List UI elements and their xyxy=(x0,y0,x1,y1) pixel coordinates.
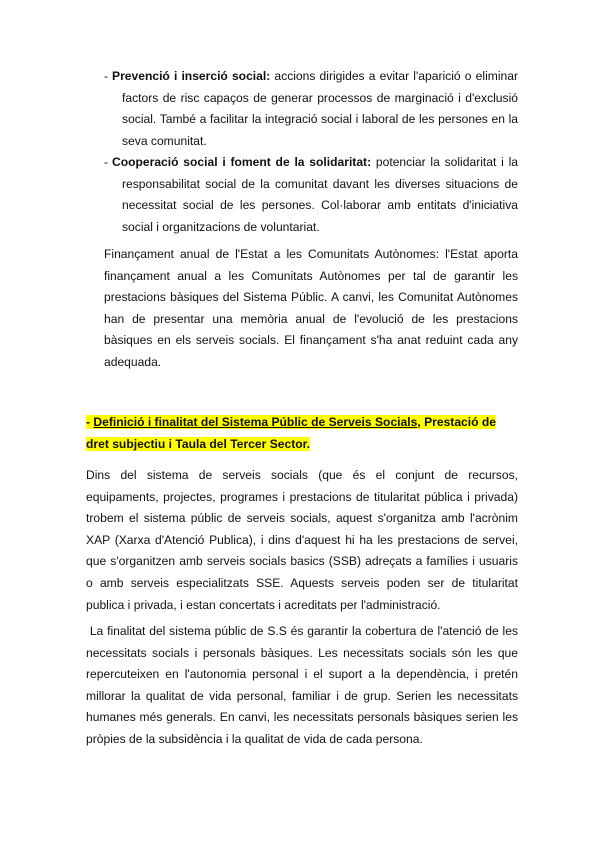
bullet-dash: - xyxy=(104,69,109,83)
bullet-line: social i organitzacions de voluntariat. xyxy=(122,219,320,234)
paragraph-line: finançament anual a les Comunitats Autònomes per tal de garantir les xyxy=(104,268,518,283)
bullet-line: social. També a facilitar la integració social i laboral de les persones en la xyxy=(122,112,518,127)
bullet-text: potenciar la solidaritat i la xyxy=(371,155,518,169)
paragraph-line: Dins del sistema de serveis socials (que és el conjunt de recursos, xyxy=(86,468,518,482)
paragraph-line: repercuteixen en l'autonomia personal i el suport a la dependència, i pretén xyxy=(86,667,518,682)
bullet-first-line xyxy=(104,66,518,88)
paragraph-line: XAP (Xarxa d'Atenció Publica), i dins d'aquest hi ha les prestacions de servei, xyxy=(86,532,518,547)
purpose-paragraph xyxy=(86,621,518,751)
paragraph-line: pròpies de la subsidència i la qualitat de vida de cada persona. xyxy=(86,731,423,746)
paragraph-line: han de presentar una memòria anual de l'evolució de les prestacions xyxy=(104,311,518,326)
paragraph-line: o amb serveis especialitzats SSE. Aquests serveis poden ser de titularitat xyxy=(86,575,518,590)
financing-paragraph xyxy=(104,244,518,374)
paragraph-line: millorar la qualitat de vida personal, familiar i de grup. Serien les necessitats xyxy=(86,688,518,703)
bullet-term: Cooperació social i foment de la solidaritat: xyxy=(112,155,372,169)
bullet-text: accions dirigides a evitar l'aparició o eliminar xyxy=(270,69,518,83)
paragraph-line: equipaments, projectes, programes i prestacions de titularitat pública i privada) xyxy=(86,489,518,504)
paragraph-line: bàsiques en els serveis socials. El finançament s'ha anat reduint cada any xyxy=(104,333,518,348)
paragraph-line: publica i privada, i estan concertats i acreditats per l'administració. xyxy=(86,597,441,612)
heading-rest: , Prestació de xyxy=(417,415,497,429)
heading-line-1 xyxy=(86,412,518,434)
heading-line-2 xyxy=(86,434,518,456)
paragraph-line: trobem el sistema públic de serveis socials, aquest s'organitza amb l'acrònim xyxy=(86,511,518,526)
bullet-line: seva comunitat. xyxy=(122,133,207,148)
bullet-line: factors de risc capaços de generar processos de marginació i d'exclusió xyxy=(122,90,518,105)
paragraph-line: humanes més generals. En canvi, les necessitats personals bàsiques serien les xyxy=(86,710,518,725)
paragraph-line: prestacions bàsiques del Sistema Públic. A canvi, les Comunitat Autònomes xyxy=(104,290,518,305)
paragraph-line: necessitats socials i personals bàsiques. Les necessitats socials són les que xyxy=(86,645,518,660)
paragraph-line: adequada. xyxy=(104,354,162,369)
paragraph-line: que s'organitzen amb serveis socials basics (SSB) adreçats a famílies i usuaris xyxy=(86,554,518,569)
heading-underlined: Definició i finalitat del Sistema Públic de Serveis Socials xyxy=(93,415,418,429)
paragraph-line: La finalitat del sistema públic de S.S és garantir la cobertura de l'atenció de les xyxy=(86,624,518,638)
bullet-line: necessitat social de les persones. Col·laborar amb entitats d'iniciativa xyxy=(122,198,518,213)
bullet-line: responsabilitat social de la comunitat davant les diverses situacions de xyxy=(122,176,518,191)
bullet-dash: - xyxy=(104,155,109,169)
section-heading xyxy=(86,412,518,455)
system-paragraph xyxy=(86,465,518,616)
heading-highlight: dret subjectiu i Taula del Tercer Sector. xyxy=(86,436,311,451)
bullet-cooperation xyxy=(104,152,518,238)
bullet-first-line xyxy=(104,152,518,174)
heading-dash: - xyxy=(86,415,94,429)
paragraph-line: Finançament anual de l'Estat a les Comunitats Autònomes: l'Estat aporta xyxy=(104,247,518,261)
bullet-term: Prevenció i inserció social: xyxy=(112,69,271,83)
heading-highlight xyxy=(86,415,496,429)
bullet-prevention xyxy=(104,66,518,152)
